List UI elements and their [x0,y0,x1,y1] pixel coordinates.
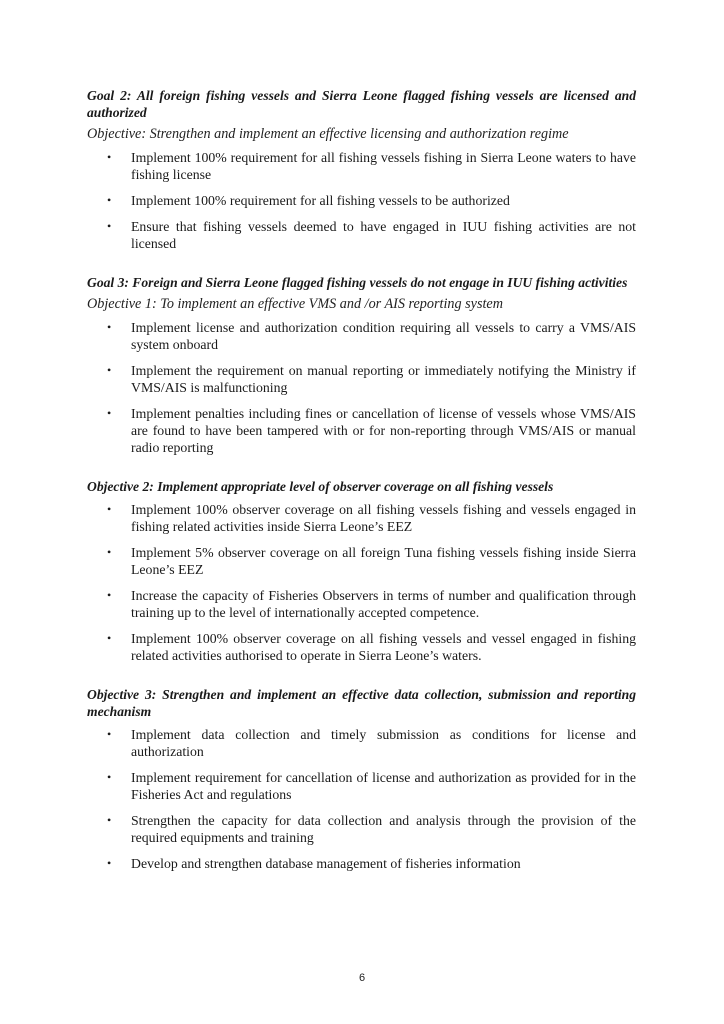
bullet-list [87,319,636,456]
list-item [87,218,636,252]
list-item [87,587,636,621]
section-goal-2 [87,87,636,252]
list-item-text: Strengthen the capacity for data collection and analysis through the provision of the required equipments and training [131,813,636,845]
list-item-text: Implement 100% requirement for all fishing vessels to be authorized [131,193,510,208]
list-item-text: Implement 100% observer coverage on all fishing vessels fishing and vessels engaged in fishing related activities inside Sierra Leone’s EEZ [131,502,636,534]
list-item-text: Ensure that fishing vessels deemed to have engaged in IUU fishing activities are not licensed [131,219,636,251]
list-item [87,362,636,396]
section-heading: Goal 2: All foreign fishing vessels and Sierra Leone flagged fishing vessels are licensed and authorized [87,88,636,120]
list-item [87,630,636,664]
list-item [87,855,636,872]
list-item-text: Implement license and authorization condition requiring all vessels to carry a VMS/AIS system onboard [131,320,636,352]
list-item [87,501,636,535]
list-item [87,149,636,183]
section-heading: Objective 3: Strengthen and implement an effective data collection, submission and reporting mechanism [87,687,636,719]
list-item-text: Implement data collection and timely submission as conditions for license and authorization [131,727,636,759]
list-item-text: Increase the capacity of Fisheries Observers in terms of number and qualification through training up to the level of internationally accepted competence. [131,588,636,620]
list-item [87,769,636,803]
list-item-text: Implement requirement for cancellation of license and authorization as provided for in the Fisheries Act and regulations [131,770,636,802]
bullet-list [87,149,636,252]
bullet-list [87,726,636,872]
list-item-text: Implement the requirement on manual reporting or immediately notifying the Ministry if VMS/AIS is malfunctioning [131,363,636,395]
section-goal-3 [87,274,636,456]
bullet-icon: • [107,363,112,377]
bullet-icon: • [107,813,112,827]
list-item [87,726,636,760]
bullet-icon: • [107,320,112,334]
bullet-icon: • [107,588,112,602]
list-item [87,544,636,578]
bullet-icon: • [107,727,112,741]
list-item-text: Develop and strengthen database management of fisheries information [131,856,521,871]
bullet-icon: • [107,150,112,164]
bullet-icon: • [107,406,112,420]
section-objective-2 [87,478,636,664]
list-item-text: Implement 5% observer coverage on all foreign Tuna fishing vessels fishing inside Sierra Leone’s EEZ [131,545,636,577]
list-item [87,812,636,846]
section-objective: Objective 1: To implement an effective VMS and /or AIS reporting system [87,296,503,312]
bullet-icon: • [107,631,112,645]
list-item [87,319,636,353]
document-page [87,87,636,881]
bullet-icon: • [107,856,112,870]
page-number: 6 [358,972,366,984]
list-item-text: Implement 100% requirement for all fishing vessels fishing in Sierra Leone waters to have fishing license [131,150,636,182]
bullet-icon: • [107,219,112,233]
bullet-icon: • [107,502,112,516]
list-item-text: Implement penalties including fines or cancellation of license of vessels whose VMS/AIS are found to have been tampered with or for non-reporting through VMS/AIS or manual radio reporting [131,406,636,455]
list-item-text: Implement 100% observer coverage on all fishing vessels and vessel engaged in fishing related activities authorised to operate in Sierra Leone’s waters. [131,631,636,663]
bullet-list [87,501,636,664]
section-heading: Objective 2: Implement appropriate level of observer coverage on all fishing vessels [87,479,554,494]
section-objective: Objective: Strengthen and implement an effective licensing and authorization regime [87,126,569,142]
bullet-icon: • [107,193,112,207]
section-heading: Goal 3: Foreign and Sierra Leone flagged fishing vessels do not engage in IUU fishing activities [87,275,628,290]
section-objective-3 [87,686,636,872]
bullet-icon: • [107,770,112,784]
bullet-icon: • [107,545,112,559]
list-item [87,405,636,456]
list-item [87,192,636,209]
